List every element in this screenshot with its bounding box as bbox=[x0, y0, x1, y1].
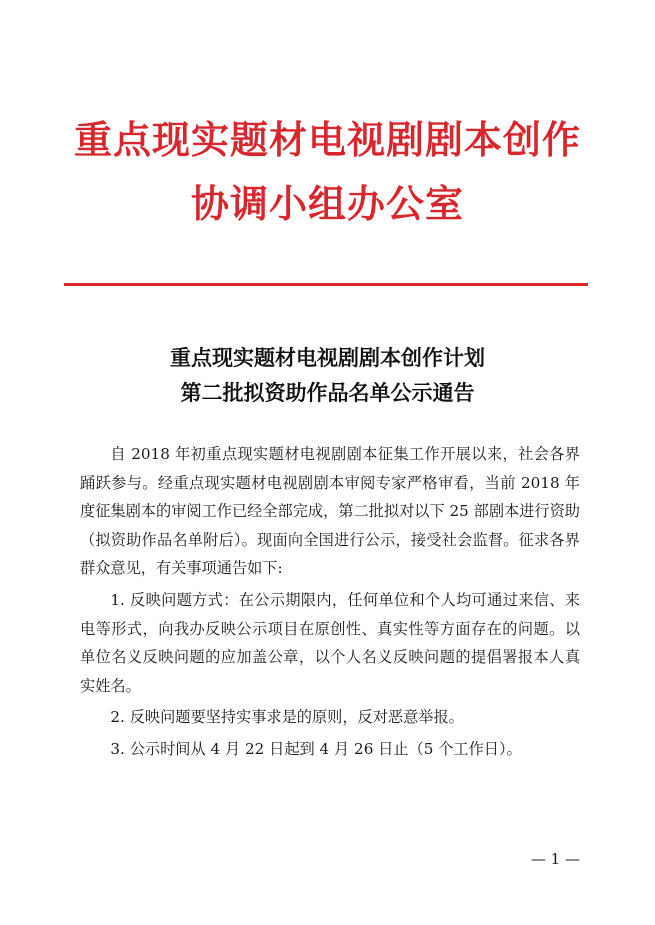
header-line-2: 协调小组办公室 bbox=[190, 182, 464, 226]
item-3-paragraph: 3. 公示时间从 4 月 22 日起到 4 月 26 日止（5 个工作日）。 bbox=[110, 739, 522, 758]
page-number: — 1 — bbox=[530, 850, 580, 868]
notice-title-line-1: 重点现实题材电视剧剧本创作计划 bbox=[170, 346, 485, 370]
notice-title-line-2: 第二批拟资助作品名单公示通告 bbox=[180, 381, 475, 405]
item-2-paragraph: 2. 反映问题要坚持实事求是的原则，反对恶意举报。 bbox=[110, 708, 464, 727]
notice-body bbox=[80, 440, 580, 767]
header-line-1: 重点现实题材电视剧剧本创作 bbox=[73, 118, 581, 162]
intro-paragraph: 自 2018 年初重点现实题材电视剧剧本征集工作开展以来，社会各界踊跃参与。经重点现实题材电视剧剧本审阅专家严格审看，当前 2018 年度征集剧本的审阅工作已经全部完成，第二批拟对以下 25 部剧本进行资助（拟资助作品名单附后）。现面向全国进行公示，接受社会监督。征求各界群众意见，有关事项通告如下: bbox=[80, 445, 580, 578]
item-1-paragraph: 1. 反映问题方式：在公示期限内，任何单位和个人均可通过来信、来电等形式，向我办反映公示项目在原创性、真实性等方面存在的问题。以单位名义反映问题的应加盖公章，以个人名义反映问题的提倡署报本人真实姓名。 bbox=[80, 590, 580, 695]
header-divider bbox=[64, 283, 588, 286]
